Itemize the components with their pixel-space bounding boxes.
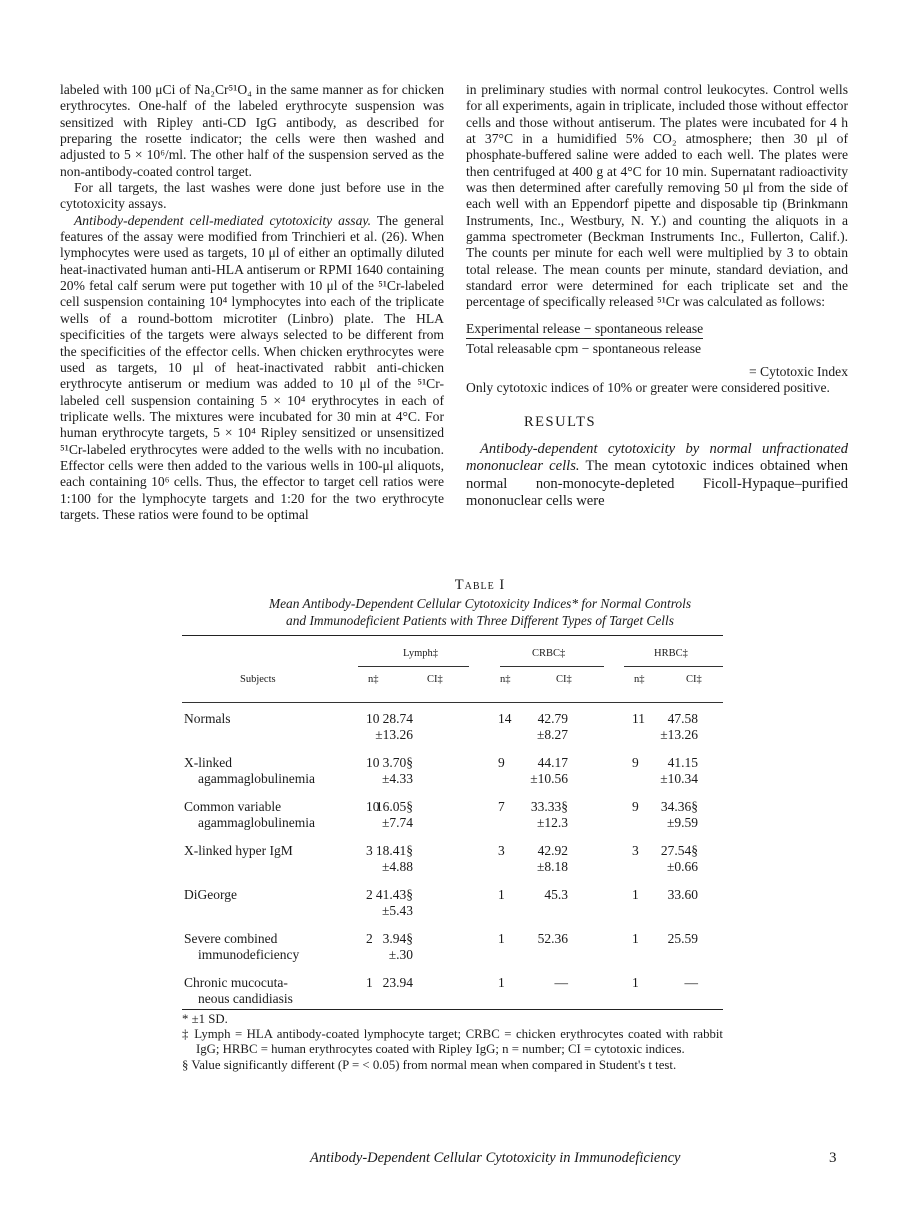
table-heading xyxy=(140,577,820,629)
ci-mean: 42.79 xyxy=(537,711,568,726)
n-cell: 2 xyxy=(366,931,373,946)
subject-name-cont: neous candidiasis xyxy=(198,990,293,1006)
subject-name: X-linked hyper IgM xyxy=(184,843,293,858)
ci-mean: — xyxy=(554,975,568,990)
ci-mean: 42.92 xyxy=(537,843,568,858)
formula-numerator: Experimental release − spontaneous release xyxy=(466,321,703,339)
n-cell: 2 xyxy=(366,887,373,902)
ci-mean: 41.43§ xyxy=(375,887,413,902)
n-cell: 1 xyxy=(498,931,505,946)
footnote: ‡ Lymph = HLA antibody-coated lymphocyte target; CRBC = chicken erythrocytes coated with rabbit IgG; HRBC = human erythrocytes coated with Ripley IgG; n = number; CI = cytotoxic indices. xyxy=(182,1027,723,1057)
ci-mean: 33.60 xyxy=(667,887,698,902)
table-title: Table I xyxy=(454,577,506,593)
ci-sd: ±10.34 xyxy=(660,770,698,786)
ci-cell xyxy=(508,711,568,743)
n-cell: 1 xyxy=(366,975,373,990)
n-cell: 10 xyxy=(366,755,380,770)
ci-cell xyxy=(353,887,413,919)
table-row xyxy=(182,843,723,877)
paragraph: Only cytotoxic indices of 10% or greater were considered positive. xyxy=(466,379,830,395)
ci-sd: ±0.66 xyxy=(666,858,698,874)
ci-sd: ±7.74 xyxy=(381,814,413,830)
left-column xyxy=(60,82,444,523)
subject-cell xyxy=(184,975,364,1007)
group-header-lymph: Lymph‡ xyxy=(403,648,439,659)
ci-sd: ±13.26 xyxy=(660,726,698,742)
ci-header: CI‡ xyxy=(427,674,443,685)
n-cell: 3 xyxy=(632,843,639,858)
n-cell: 1 xyxy=(498,887,505,902)
results-lead: Antibody-dependent cytotoxicity by normal unfractionated mononuclear cells. xyxy=(466,440,848,475)
paragraph: in preliminary studies with normal control leukocytes. Control wells for all experiments, again in triplicate, included those without effector cells and those without antiserum. The plates were incubated for 4 h at 37°C in a humidified 5% CO₂ atmosphere; then 30 μl of phosphate-buffered saline were added to each well. The plates were then centrifuged at 400 g at 4°C for 10 min. Supernatant radioactivity was then determined after carefully removing 50 μl from the side of each well with an Eppendorf pipette and disposable tip (Brinkmann Instruments, Inc., Westbury, N. Y.) and counting the aliquots in a gamma spectrometer (Beckman Instruments Inc., Fullerton, Calif.). The counts per minute for each well were multiplied by 3 to obtain total release. The mean counts per minute, standard deviation, and standard error were determined for each triplicate set and the percentage of specifically released ⁵¹Cr was calculated as follows: xyxy=(466,82,848,310)
subject-name: Common variable xyxy=(184,799,282,814)
footnote: * ±1 SD. xyxy=(182,1012,228,1026)
ci-cell xyxy=(638,887,698,903)
ci-cell xyxy=(353,843,413,875)
subject-cell xyxy=(184,887,364,903)
n-cell: 1 xyxy=(632,931,639,946)
running-title: Antibody-Dependent Cellular Cytotoxicity in Immunodeficiency xyxy=(310,1150,681,1166)
ci-cell xyxy=(508,799,568,831)
n-header: n‡ xyxy=(368,674,379,685)
ci-sd: ±4.33 xyxy=(381,770,413,786)
n-cell: 1 xyxy=(632,975,639,990)
n-cell: 7 xyxy=(498,799,505,814)
ci-sd: ±8.18 xyxy=(536,858,568,874)
subject-name: Chronic mucocuta- xyxy=(184,975,288,990)
ci-cell xyxy=(638,975,698,991)
section-heading: Antibody-dependent cell-mediated cytotoxicity assay. xyxy=(74,212,372,228)
paragraph: labeled with 100 μCi of Na₂Cr⁵¹O₄ in the same manner as for chicken erythrocytes. One-half of the labeled erythrocyte suspension was sensitized with Ripley anti-CD IgG antibody, as described for preparing the rosette indicator; the cells were then washed and adjusted to 5 × 10⁶/ml. The other half of the suspension served as the non-antibody-coated control target. xyxy=(60,82,444,179)
table-body xyxy=(182,703,723,1009)
ci-cell xyxy=(638,931,698,947)
paragraph xyxy=(466,441,848,511)
ci-sd: ±9.59 xyxy=(666,814,698,830)
data-table xyxy=(182,635,723,1010)
ci-mean: 3.70§ xyxy=(382,755,413,770)
n-cell: 10 xyxy=(366,799,380,814)
ci-cell xyxy=(508,931,568,947)
ci-cell xyxy=(638,799,698,831)
ci-mean: 52.36 xyxy=(537,931,568,946)
subject-cell xyxy=(184,711,364,727)
ci-mean: 33.33§ xyxy=(530,799,568,814)
subject-name-cont: agammaglobulinemia xyxy=(198,770,315,786)
n-cell: 11 xyxy=(632,711,645,726)
n-cell: 9 xyxy=(498,755,505,770)
n-header: n‡ xyxy=(634,674,645,685)
table-row xyxy=(182,931,723,965)
ci-sd: ±12.3 xyxy=(536,814,568,830)
n-cell: 10 xyxy=(366,711,380,726)
ci-cell xyxy=(638,843,698,875)
n-header: n‡ xyxy=(500,674,511,685)
caption-line: Mean Antibody-Dependent Cellular Cytotoxicity Indices* for Normal Controls xyxy=(268,596,692,611)
table-row xyxy=(182,755,723,789)
ci-sd: ±8.27 xyxy=(536,726,568,742)
subject-cell xyxy=(184,799,364,831)
group-underline xyxy=(624,666,723,667)
table-bottom-rule xyxy=(182,1009,723,1010)
paragraph: For all targets, the last washes were done just before use in the cytotoxicity assays. xyxy=(60,180,444,212)
ci-cell xyxy=(638,755,698,787)
n-cell: 9 xyxy=(632,755,639,770)
ci-cell xyxy=(353,975,413,991)
ci-sd: ±5.43 xyxy=(381,902,413,918)
ci-mean: 25.59 xyxy=(667,931,698,946)
n-cell: 14 xyxy=(498,711,512,726)
subject-name-cont: agammaglobulinemia xyxy=(198,814,315,830)
ci-mean: 3.94§ xyxy=(382,931,413,946)
subject-name: Normals xyxy=(184,711,231,726)
ci-cell xyxy=(353,711,413,743)
n-cell: 3 xyxy=(498,843,505,858)
ci-mean: 47.58 xyxy=(667,711,698,726)
caption-line: and Immunodeficient Patients with Three Different Types of Target Cells xyxy=(286,612,674,628)
ci-mean: 18.41§ xyxy=(375,843,413,858)
table-caption xyxy=(140,596,820,629)
ci-mean: 34.36§ xyxy=(660,799,698,814)
ci-cell xyxy=(508,975,568,991)
paragraph xyxy=(60,213,444,524)
right-column xyxy=(466,82,848,511)
subject-name: Severe combined xyxy=(184,931,278,946)
ci-sd: ±13.26 xyxy=(375,726,413,742)
formula-denominator: Total releasable cpm − spontaneous release xyxy=(466,341,702,357)
ci-header: CI‡ xyxy=(556,674,572,685)
subjects-header: Subjects xyxy=(240,674,276,685)
subject-cell xyxy=(184,931,364,963)
group-underline xyxy=(358,666,469,667)
ci-mean: 16.05§ xyxy=(375,799,413,814)
table-row xyxy=(182,887,723,921)
ci-cell xyxy=(508,843,568,875)
ci-mean: 28.74 xyxy=(382,711,413,726)
ci-sd: ±.30 xyxy=(388,946,413,962)
group-header-crbc: CRBC‡ xyxy=(532,648,566,659)
subject-cell xyxy=(184,843,364,859)
formula-result: = Cytotoxic Index xyxy=(748,363,848,379)
table-footnotes xyxy=(182,1012,723,1073)
n-cell: 1 xyxy=(498,975,505,990)
footnote: § Value significantly different (P = < 0.05) from normal mean when compared in Student's t test. xyxy=(182,1057,677,1072)
ci-sd: ±4.88 xyxy=(381,858,413,874)
subject-name: DiGeorge xyxy=(184,887,237,902)
ci-cell xyxy=(353,799,413,831)
formula xyxy=(466,321,848,380)
n-cell: 3 xyxy=(366,843,373,858)
group-header-hrbc: HRBC‡ xyxy=(654,648,688,659)
subject-cell xyxy=(184,755,364,787)
group-underline xyxy=(500,666,604,667)
table-row xyxy=(182,711,723,745)
paragraph-text: The general features of the assay were modified from Trinchieri et al. (26). When lymphocytes were used as targets, 10 μl of either an optimally diluted heat-inactivated human anti-HLA antiserum or RPMI 1640 containing 20% fetal calf serum were put together with 10 μl of the ⁵¹Cr-labeled cell suspension containing 10⁴ lymphocytes into each of the triplicate wells of a round-bottom microtiter (Linbro) plate. The HLA specificities of the targets were always selected to be different from the specificities of the effector cells. When chicken erythrocytes were used as targets, 10 μl of heat-inactivated rabbit anti-chicken erythrocyte antiserum or medium was added to 10 μl of the ⁵¹Cr-labeled cell suspension containing 5 × 10⁴ erythrocytes in each of triplicate wells. The mixtures were incubated for 30 min at 4°C. For human erythrocyte targets, 5 × 10⁴ Ripley sensitized or unsensitized ⁵¹Cr-labeled erythrocytes were added to the wells with no incubation. Effector cells were then added to the various wells in 100-μl aliquots, each containing 10⁶ cells. Thus, the effector to target cell ratios were 1:100 for the lymphocyte targets and 1:20 for the two erythrocyte targets. These ratios were found to be optimal xyxy=(60,212,445,522)
ci-mean: 41.15 xyxy=(667,755,698,770)
ci-mean: 27.54§ xyxy=(660,843,698,858)
ci-sd: ±10.56 xyxy=(530,770,568,786)
n-cell: 1 xyxy=(632,887,639,902)
table-row xyxy=(182,799,723,833)
subject-name-cont: immunodeficiency xyxy=(198,946,300,962)
page-number: 3 xyxy=(829,1150,837,1166)
ci-cell xyxy=(508,887,568,903)
table-row xyxy=(182,975,723,1009)
ci-mean: 44.17 xyxy=(537,755,568,770)
ci-cell xyxy=(353,755,413,787)
ci-mean: 45.3 xyxy=(544,887,568,902)
ci-mean: 23.94 xyxy=(382,975,413,990)
ci-mean: — xyxy=(684,975,698,990)
ci-cell xyxy=(353,931,413,963)
ci-header: CI‡ xyxy=(686,674,702,685)
ci-cell xyxy=(508,755,568,787)
subject-name: X-linked xyxy=(184,755,232,770)
table-header xyxy=(182,636,723,702)
results-heading: RESULTS xyxy=(524,414,597,431)
paragraph-text: The mean cytotoxic indices obtained when normal non-monocyte-depleted Ficoll-Hypaque–purified mononuclear cells were xyxy=(466,458,848,510)
ci-cell xyxy=(638,711,698,743)
n-cell: 9 xyxy=(632,799,639,814)
